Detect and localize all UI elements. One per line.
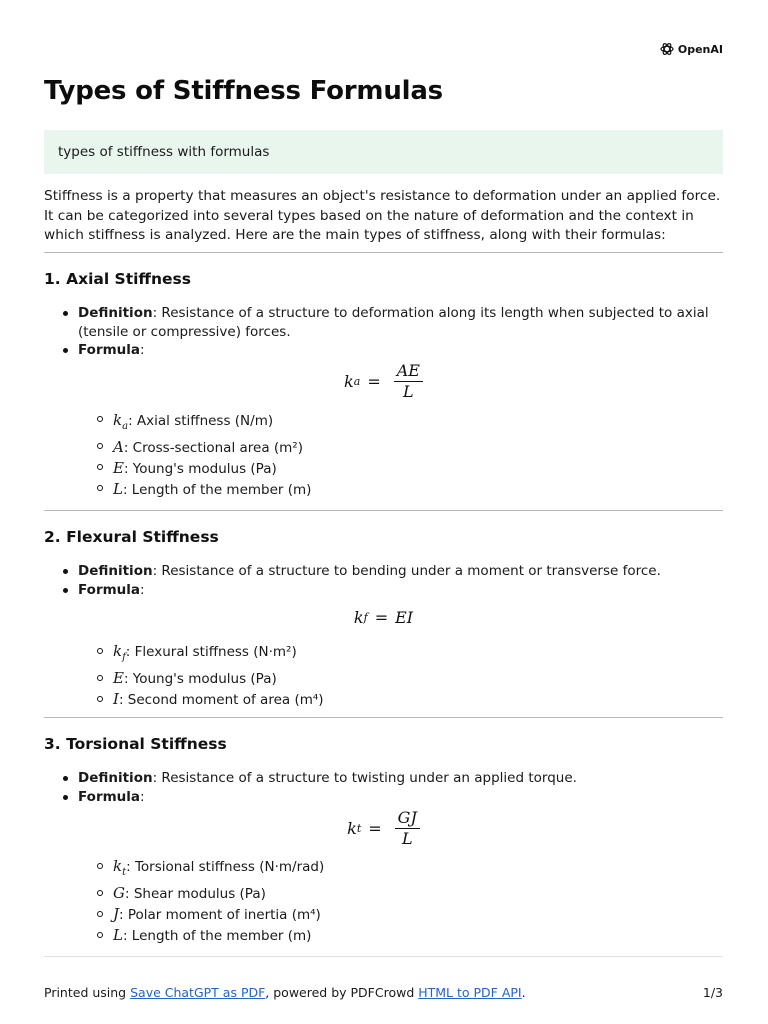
footer-credit: Printed using Save ChatGPT as PDF, powered by PDFCrowd HTML to PDF API. xyxy=(44,985,526,1000)
variable-item: $k_a$: Axial stiffness (N/m) xyxy=(44,410,723,437)
formula-label: Formula xyxy=(78,788,141,805)
formula-item: Formula: xyxy=(44,788,723,807)
variable-item: E: Young's modulus (Pa) xyxy=(44,668,723,689)
section-axial-stiffness xyxy=(44,270,723,500)
page-number: 1/3 xyxy=(702,985,723,1000)
variable-item: G: Shear modulus (Pa) xyxy=(44,883,723,904)
formula-label: Formula xyxy=(78,581,141,598)
formula-fraction xyxy=(394,362,423,401)
fraction-numerator: GJ xyxy=(395,809,420,829)
print-footer xyxy=(44,985,723,1000)
fraction-denominator: L xyxy=(401,828,413,848)
divider xyxy=(44,717,723,718)
section-flexural-stiffness xyxy=(44,528,723,710)
definition-label: Definition xyxy=(78,305,153,321)
formula-lhs: k xyxy=(347,818,357,838)
logo-text: OpenAI xyxy=(677,42,723,56)
formula-lhs-sub: a xyxy=(353,375,361,388)
formula-equals: = xyxy=(374,607,389,627)
section-torsional-stiffness xyxy=(44,735,723,946)
intro-paragraph: Stiffness is a property that measures an object's resistance to deformation under an applied force. It can be categorized into several types based on the nature of deformation and the context in which stiffness is analyzed. Here are the main types of stiffness, along with their formulas: xyxy=(44,188,721,243)
variable-item: $k_t$: Torsional stiffness (N·m/rad) xyxy=(44,856,723,883)
formula-label: Formula xyxy=(78,342,141,358)
formula-lhs-sub: f xyxy=(363,610,368,624)
definition-text: : Resistance of a structure to deformation along its length when subjected to axial (tensile or compressive) forces. xyxy=(78,305,709,340)
formula-equals: = xyxy=(368,818,382,838)
formula-item: Formula: xyxy=(44,341,723,360)
formula-lhs: k xyxy=(344,372,354,391)
openai-icon xyxy=(659,41,675,57)
definition-text: : Resistance of a structure to twisting under an applied torque. xyxy=(152,770,577,786)
definition-item xyxy=(44,769,723,788)
variable-item: E: Young's modulus (Pa) xyxy=(44,458,723,479)
definition-label: Definition xyxy=(78,770,153,786)
definition-item xyxy=(44,562,723,581)
definition-item xyxy=(44,304,723,341)
html-to-pdf-api-link[interactable]: HTML to PDF API xyxy=(418,985,522,1000)
variable-item: I: Second moment of area (m⁴) xyxy=(44,689,723,710)
variable-item: J: Polar moment of inertia (m⁴) xyxy=(44,904,723,925)
fraction-numerator: AE xyxy=(394,362,423,382)
section-heading: 2. Flexural Stiffness xyxy=(44,528,219,546)
openai-logo xyxy=(659,41,723,57)
variable-item: $k_f$: Flexural stiffness (N·m²) xyxy=(44,641,723,668)
save-chatgpt-pdf-link[interactable]: Save ChatGPT as PDF xyxy=(130,985,266,1000)
formula-flexural xyxy=(44,599,723,635)
formula-fraction xyxy=(395,809,420,848)
formula-axial xyxy=(44,360,723,404)
divider xyxy=(44,510,723,511)
variable-list xyxy=(44,410,723,500)
divider xyxy=(44,956,723,957)
variable-list xyxy=(44,856,723,946)
formula-lhs-sub: t xyxy=(356,821,362,835)
user-prompt-text: types of stiffness with formulas xyxy=(58,144,270,160)
variable-item: A: Cross-sectional area (m²) xyxy=(44,437,723,458)
page-title: Types of Stiffness Formulas xyxy=(44,76,443,106)
section-heading: 3. Torsional Stiffness xyxy=(44,735,227,753)
bullet-list xyxy=(44,562,723,599)
formula-torsional xyxy=(44,806,723,850)
divider xyxy=(44,252,723,253)
formula-lhs: k xyxy=(353,607,364,627)
user-prompt xyxy=(44,130,723,174)
formula-item: Formula: xyxy=(44,581,723,600)
variable-item: L: Length of the member (m) xyxy=(44,925,723,946)
fraction-denominator: L xyxy=(403,382,414,401)
variable-item: L: Length of the member (m) xyxy=(44,479,723,500)
formula-rhs: EI xyxy=(395,607,414,627)
definition-text: : Resistance of a structure to bending under a moment or transverse force. xyxy=(152,563,661,579)
definition-label: Definition xyxy=(78,563,153,579)
bullet-list xyxy=(44,304,723,360)
variable-list xyxy=(44,641,723,710)
bullet-list xyxy=(44,769,723,806)
section-heading: 1. Axial Stiffness xyxy=(44,270,191,288)
formula-equals: = xyxy=(367,372,381,391)
